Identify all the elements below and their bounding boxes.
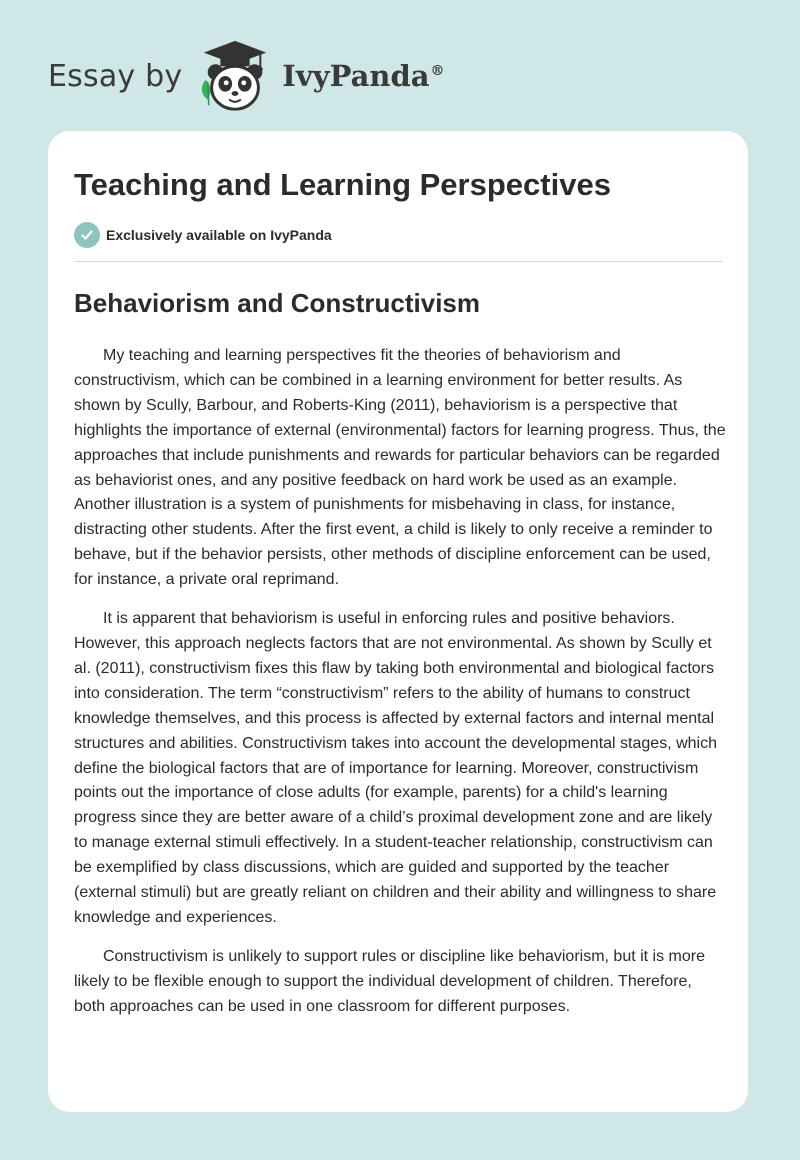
essay-body [74, 344, 726, 1034]
paragraph: Constructivism is unlikely to support rules or discipline like behaviorism, but it is more likely to be flexible enough to support the individual development of children. Therefore, both approaches can be used in one classroom for different purposes. [74, 947, 705, 1015]
essay-card [48, 131, 748, 1112]
panda-graduate-logo-icon [196, 37, 274, 115]
paragraph: My teaching and learning perspectives fit the theories of behaviorism and constructivism, which can be combined in a learning environment for better results. As shown by Scully, Barbour, and Roberts-King (2011), behaviorism is a perspective that highlights the importance of external (environmental) factors for learning progress. Thus, the approaches that include punishments and rewards for particular behaviors can be regarded as behaviorist ones, and any positive feedback on hard work be used as an example. Another illustration is a system of punishments for misbehaving in class, for instance, distracting other students. After the first event, a child is likely to only receive a reminder to behave, but if the behavior persists, other methods of discipline enforcement can be used, for instance, a private oral reprimand. [74, 347, 726, 589]
brand-header [48, 36, 445, 116]
section-heading: Behaviorism and Constructivism [74, 288, 480, 318]
paragraph: It is apparent that behaviorism is useful in enforcing rules and positive behaviors. However, this approach neglects factors that are not environmental. As shown by Scully et al. (2011), constructivism fixes this flaw by taking both environmental and biological factors into consideration. The term “constructivism” refers to the ability of humans to construct knowledge themselves, and this process is affected by external factors and internal mental structures and abilities. Constructivism takes into account the developmental stages, which define the biological factors that are of importance for learning. Moreover, constructivism points out the importance of close adults (for example, parents) for a child's learning progress since they are better aware of a child’s proximal development zone and are likely to manage external stimuli effectively. In a student-teacher relationship, constructivism can be exemplified by class discussions, which are guided and supported by the teacher (external stimuli) but are greatly reliant on children and their ability and willingness to share knowledge and experiences. [74, 610, 717, 926]
registered-mark: ® [430, 63, 445, 80]
title-divider [74, 261, 723, 262]
essay-title: Teaching and Learning Perspectives [74, 167, 611, 202]
exclusive-badge [74, 222, 332, 248]
brand-prefix: Essay by [48, 58, 183, 94]
checkmark-icon [74, 222, 100, 248]
exclusive-badge-text: Exclusively available on IvyPanda [106, 227, 332, 243]
brand-name [282, 59, 444, 93]
brand-name-text: IvyPanda [282, 59, 430, 93]
